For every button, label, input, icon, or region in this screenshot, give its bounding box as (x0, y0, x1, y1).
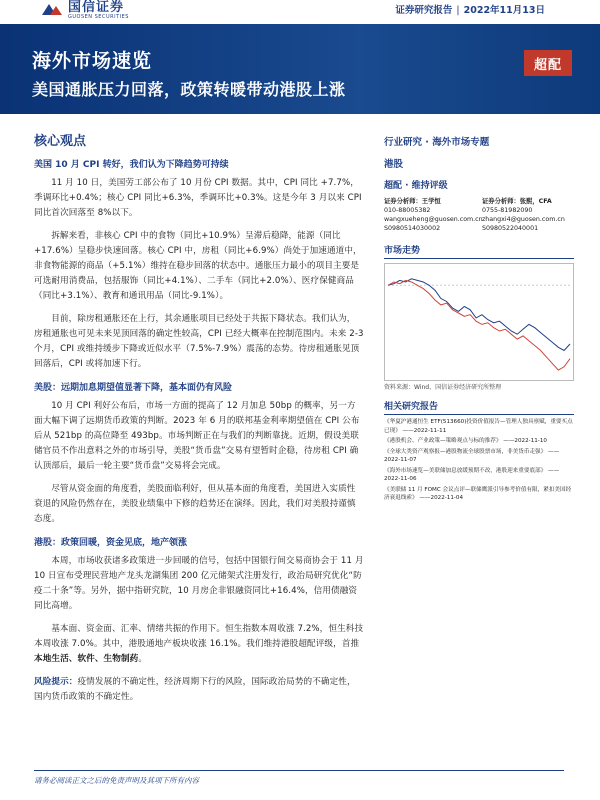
report-meta: 证券研究报告 | 2022年11月13日 (395, 5, 545, 16)
chart-frame (385, 264, 574, 381)
analyst-email[interactable]: wangxueheng@guosen.com.cn (384, 216, 483, 223)
highlight-hk-stocks: 港股：政策回暖，资金见底，地产领涨 (34, 538, 188, 548)
analyst-phone: 010-88005382 (384, 207, 431, 214)
related-report-link[interactable]: 《华夏沪港通恒生 ETF(513660)投资价值报告—管理人独具禀赋，重要买点已现》 ——2022-11-11 (384, 419, 573, 434)
analyst-license: S0980522040001 (482, 225, 539, 232)
top-bar (0, 0, 600, 24)
sidebar (384, 134, 574, 505)
analyst-email[interactable]: zhangxi4@guosen.com.cn (482, 216, 565, 223)
analyst-list (384, 197, 574, 233)
related-reports-title: 相关研究报告 (384, 399, 574, 415)
report-type: 证券研究报告 (395, 5, 453, 16)
logo-mark-icon (42, 2, 64, 18)
analyst-card (384, 197, 483, 233)
series-line-1 (388, 279, 570, 351)
report-date: 2022年11月13日 (463, 5, 545, 16)
chart-svg (384, 263, 574, 381)
rating-line: 超配 · 维持评级 (384, 181, 448, 191)
industry-header: 行业研究 · 海外市场专题 (384, 137, 490, 148)
paragraph: 本周，市场收获诸多政策进一步回暖的信号，包括中国银行间交易商协会于 11 月 10 日宣布受理民营地产龙头龙湖集团 200 亿元储架式注册发行，政治局研究优化“防疫二十条”等。另外，据中指研究院，10 月房企非银融资同比+16.4%，信用债融资同比高增。 (34, 556, 364, 611)
guosen-logo (42, 0, 129, 20)
related-report-link[interactable]: 《美联储 11 月 FOMC 会议点评—联储鹰派引导参考价值有限，紧扣美国经济衰退线索》 ——2022-11-04 (384, 486, 572, 501)
industry-name: 港股 (384, 159, 404, 170)
highlight-us-cpi: 美国 10 月 CPI 转好，我们认为下降趋势可持续 (34, 160, 229, 170)
chart-source: 资料来源：Wind、国信证券经济研究所整理 (384, 384, 502, 391)
logo-cn: 国信证券 (68, 0, 125, 15)
paragraph (34, 622, 364, 667)
main-content (34, 130, 364, 713)
analyst-license: S0980514030002 (384, 225, 441, 232)
paragraph: 目前，除房租通胀还在上行，其余通胀项目已经处于共振下降状态。我们认为，房租通胀也可见未来见顶回落的确定性较高，CPI 已经大概率在控制范围内。未来 2-3 个月，CPI 或维持缓步下降或近似水平（7.5%-7.9%）震荡的态势。待房租通胀见顶回落后，CPI 或将加速下行。 (34, 314, 364, 369)
recommended-sectors: 本地生活、软件、生物制药 (34, 654, 139, 664)
paragraph: 10 月 CPI 利好公布后，市场一方面的提高了 12 月加息 50bp 的概率，另一方面大幅下调了远期货币政策的判断。2023 年 6 月的联邦基金利率期望值在 CPI 公布后从 521bp 的高位降至 493bp。市场判断正在与我们的判断靠拢。近期，假设美联储官员不作出意料之外的市场引导，美股“货币盘”交易有望暂时企稳，待房租 CPI 确认顶部后，最后一轮主要“货币盘”交易将会完成。 (34, 401, 360, 471)
paragraph: 11 月 10 日，美国劳工部公布了 10 月份 CPI 数据。其中，CPI 同比 +7.7%，季调环比+0.4%；核心 CPI 同比+6.3%，季调环比+0.3%。这是今年 3 月以来 CPI 同比首次回落至 8%以下。 (34, 178, 362, 218)
report-title: 海外市场速览 (32, 50, 153, 72)
title-banner (0, 24, 600, 114)
chart-title: 市场走势 (384, 243, 574, 259)
series-line-2 (388, 280, 570, 370)
related-report-link[interactable]: 《全球大类资产观察报—港股物流全球股票市场，非美货币走强》 ——2022-11-07 (384, 448, 560, 463)
paragraph-text: 。 (138, 654, 148, 664)
analyst-phone: 0755-81982090 (482, 207, 533, 214)
risk-warning (34, 675, 364, 705)
rating-badge: 超配 (524, 50, 572, 76)
section-title: 核心观点 (34, 134, 87, 149)
paragraph-text: 基本面、资金面、汇率、情绪共振的作用下。恒生指数本周收涨 7.2%，恒生科技本周收涨 7.0%。其中，港股通地产板块收涨 16.1%。我们维持港股超配评级，首推 (34, 624, 364, 649)
risk-text: 疫情发展的不确定性，经济周期下行的风险，国际政治局势的不确定性，国内货币政策的不确定性。 (34, 677, 356, 702)
risk-label: 风险提示： (34, 677, 78, 687)
highlight-us-stocks: 美股：远期加息期望值显著下降，基本面仍有风险 (34, 383, 233, 393)
report-subtitle: 美国通胀压力回落，政策转暖带动港股上涨 (32, 80, 346, 99)
analyst-name: 证券分析师：张熙，CFA (482, 198, 552, 205)
footer (34, 770, 564, 786)
analyst-name: 证券分析师：王学恒 (384, 198, 441, 205)
market-trend-chart (384, 263, 574, 381)
analyst-card (482, 197, 574, 233)
logo-en: GUOSEN SECURITIES (68, 13, 129, 20)
paragraph: 拆解来看，非核心 CPI 中的食物（同比+10.9%）呈滞后稳降，能源（同比+17.6%）呈稳步快速回落。核心 CPI 中，房租（同比+6.9%）尚处于加速通道中，非食物能源的商品（+5.1%）维持在稳步回落的状态中。通胀压力最小的项目主要是可选耐用消费品，包括服饰（同比+4.1%）、二手车（同比+2.0%）、医疗保健商品（同比+3.1%）、教育和通讯用品（同比-9.1%）。 (34, 231, 362, 301)
related-report-link[interactable]: 《海外市场速览—美联储加息放缓预期不改，港股迎来重要底部》 ——2022-11-06 (384, 467, 560, 482)
related-reports-list (384, 418, 574, 503)
paragraph: 尽管从资金面的角度看，美股面临利好，但从基本面的角度看，美国进入实质性衰退的风险仍然存在，美股业绩集中下修的趋势还在演绎。因此，我们对美股持谨慎态度。 (34, 484, 356, 524)
related-report-link[interactable]: 《港股机会、产业政策—策略观点与标的推荐》 ——2022-11-10 (384, 438, 547, 444)
disclaimer-text: 请务必阅读正文之后的免责声明及其项下所有内容 (34, 776, 199, 785)
